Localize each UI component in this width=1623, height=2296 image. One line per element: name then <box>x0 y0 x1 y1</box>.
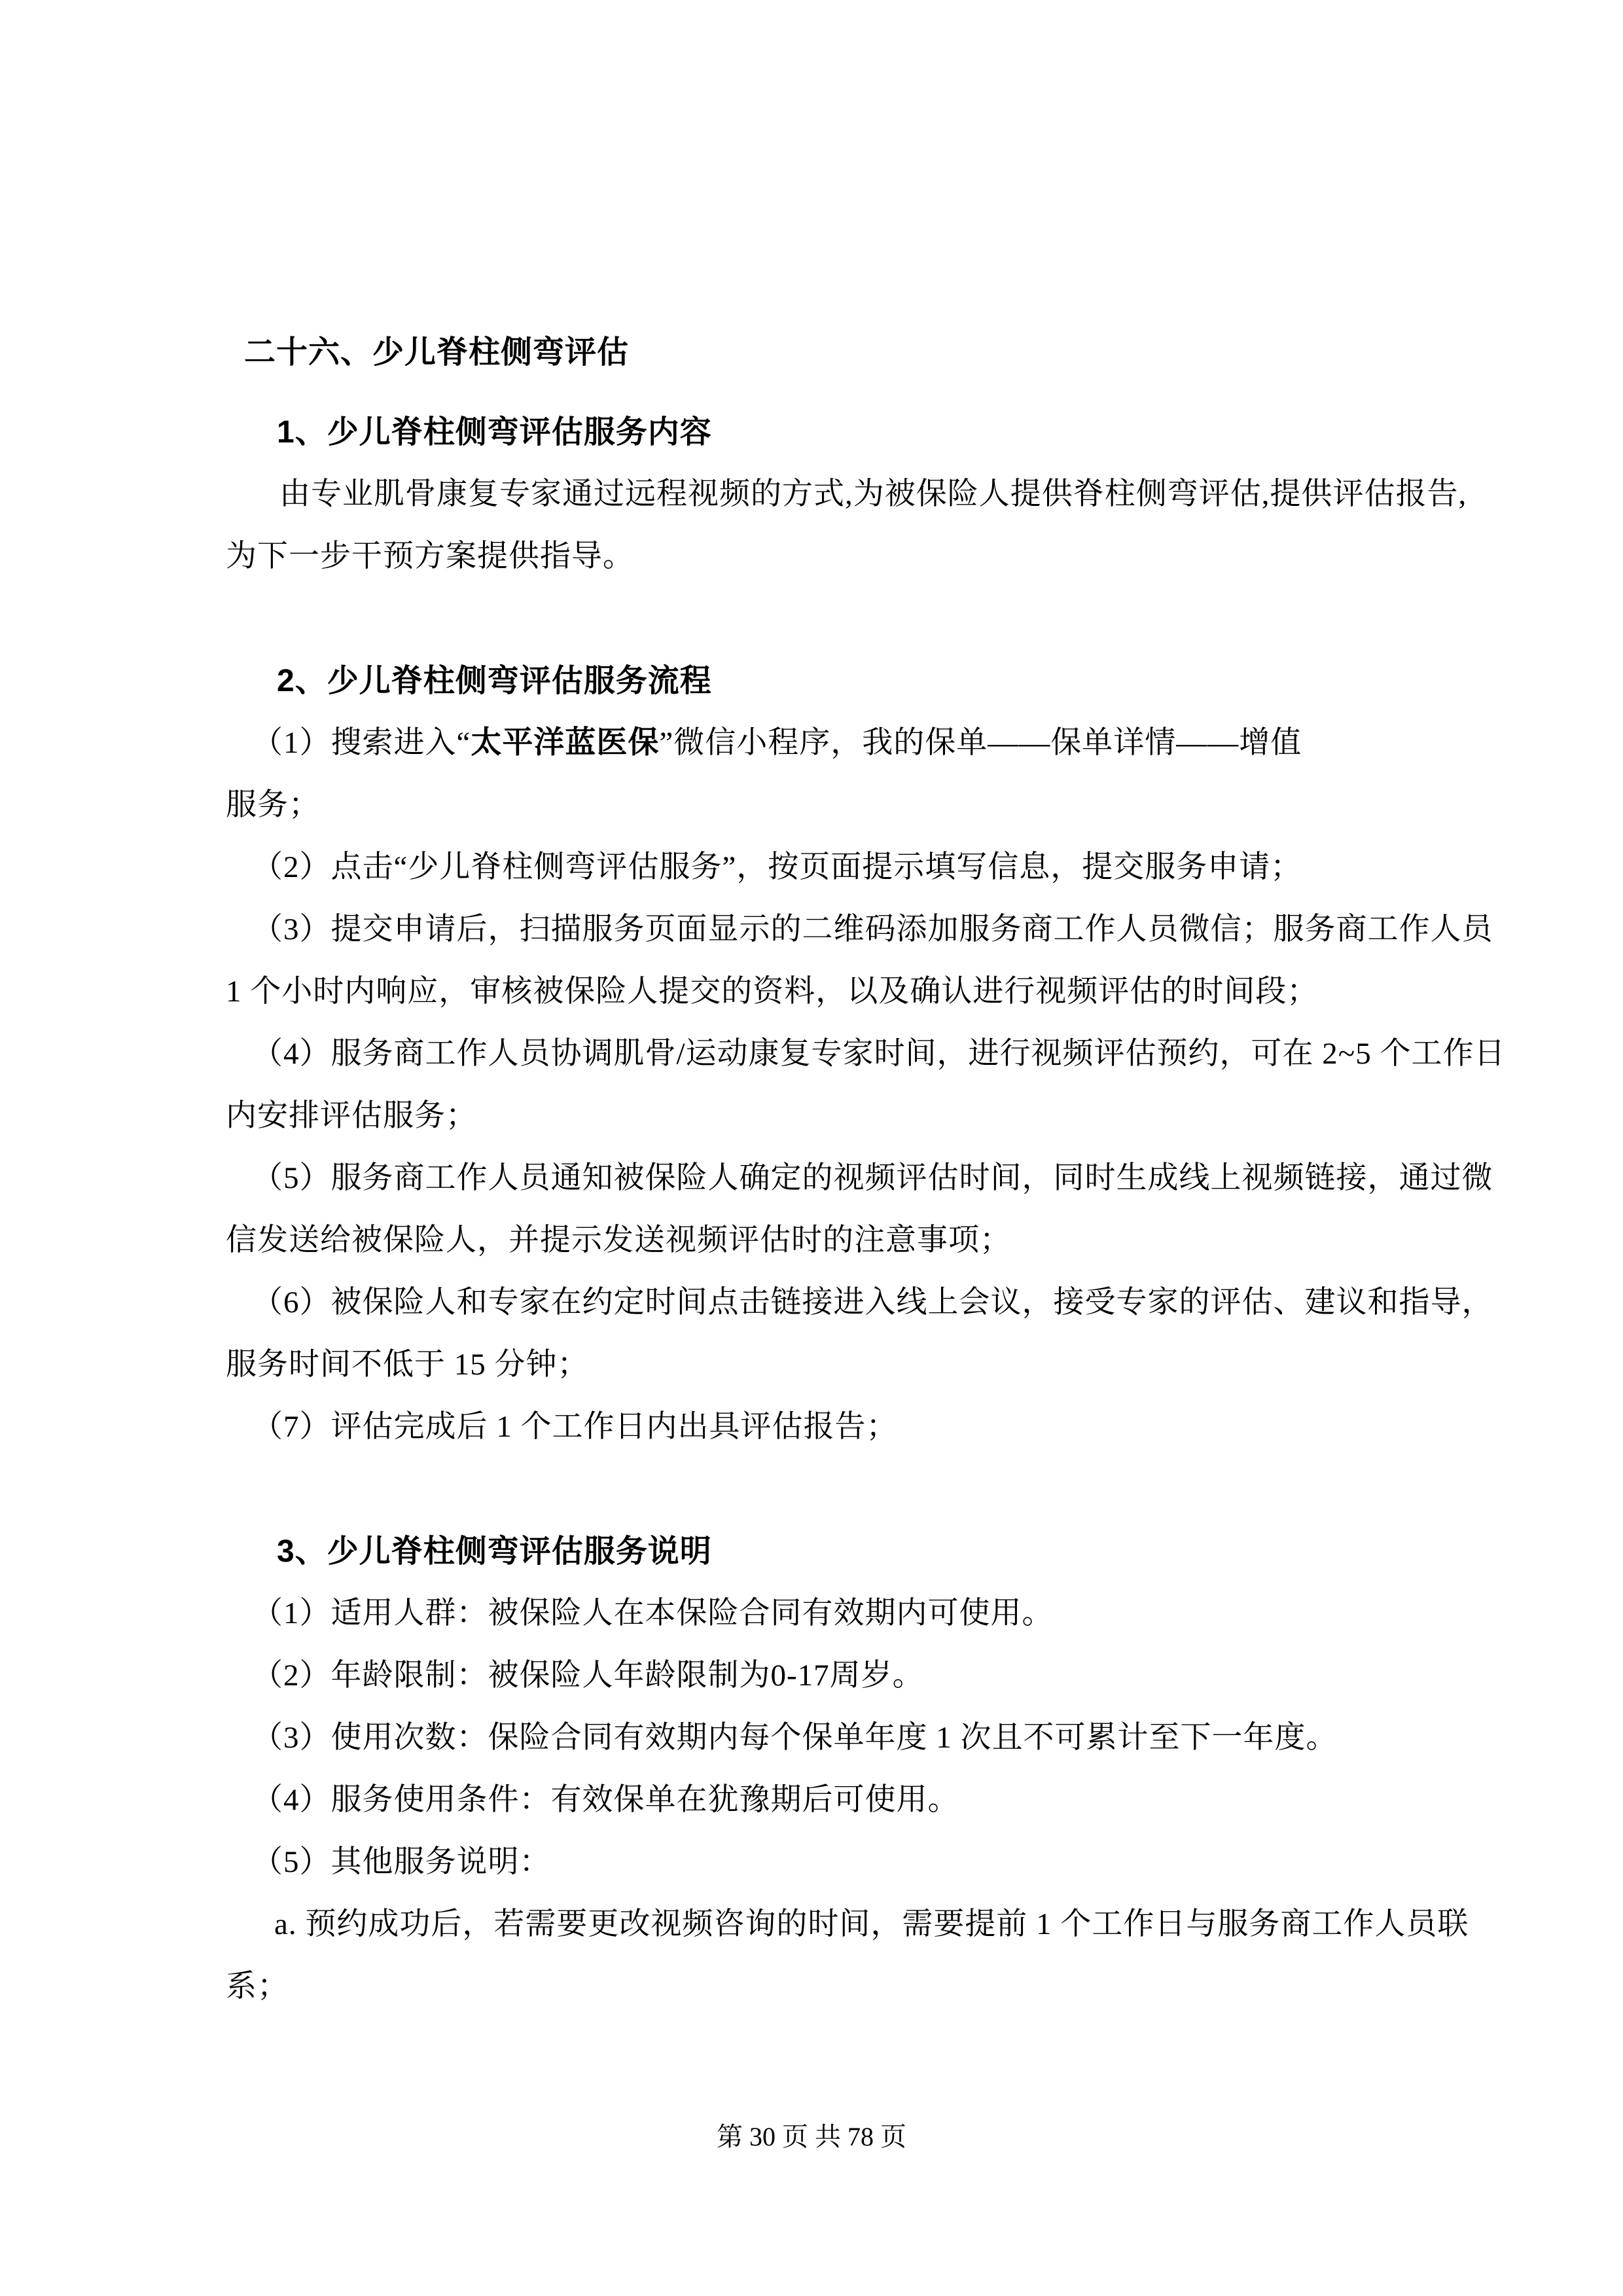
text-segment: 信发送给被保险人，并提示发送视频评估时的注意事项； <box>226 1223 1011 1257</box>
text-segment: （2）年龄限制：被保险人年龄限制为0-17周岁。 <box>252 1659 924 1693</box>
bold-text-segment: 二十六、少儿脊柱侧弯评估 <box>244 335 630 370</box>
text-segment: 为下一步干预方案提供指导。 <box>226 539 634 573</box>
text-line <box>226 961 1407 1023</box>
text-line <box>226 1396 1407 1458</box>
bold-text-segment: 太平洋蓝医保 <box>471 726 660 760</box>
text-segment: （2）点击“少儿脊柱侧弯评估服务”，按页面提示填写信息，提交服务申请； <box>252 850 1302 884</box>
text-line <box>226 1707 1407 1769</box>
text-segment: a. 预约成功后，若需要更改视频咨询的时间，需要提前 1 个工作日与服务商工作人员联 <box>274 1907 1469 1941</box>
text-line <box>226 1085 1407 1147</box>
text-line <box>226 899 1493 961</box>
text-segment: 内安排评估服务； <box>226 1099 477 1133</box>
text-segment: 系； <box>226 1969 289 2003</box>
text-line <box>226 1583 1407 1645</box>
text-line <box>226 1831 1407 1893</box>
text-segment: （3）使用次数：保险合同有效期内每个保单年度 1 次且不可累计至下一年度。 <box>252 1721 1338 1755</box>
text-segment: 1 个小时内响应，审核被保险人提交的资料，以及确认进行视频评估的时间段； <box>226 975 1319 1009</box>
text-segment: 服务； <box>226 788 320 822</box>
bold-text-segment: 2、少儿脊柱侧弯评估服务流程 <box>277 664 712 698</box>
text-line <box>226 1645 1407 1707</box>
text-segment: （1）搜索进入“ <box>252 726 471 760</box>
text-segment: （3）提交申请后，扫描服务页面显示的二维码添加服务商工作人员微信；服务商工作人员 <box>252 912 1493 946</box>
page-number-footer: 第 30 页 共 78 页 <box>717 2122 906 2151</box>
blank-line <box>226 1458 1407 1520</box>
text-line <box>226 836 1407 899</box>
blank-line <box>226 588 1407 650</box>
text-line <box>226 526 1407 588</box>
text-line <box>226 401 1407 463</box>
text-line <box>226 1520 1407 1583</box>
text-segment: ”微信小程序，我的保单——保单详情——增值 <box>659 726 1302 760</box>
text-line <box>226 1956 1407 2018</box>
document-body <box>226 321 1506 2018</box>
text-line <box>226 774 1407 836</box>
text-segment: （5）其他服务说明： <box>252 1845 551 1879</box>
text-segment: （7）评估完成后 1 个工作日内出具评估报告； <box>252 1410 898 1444</box>
text-line <box>226 1210 1407 1272</box>
text-line <box>226 463 1467 526</box>
text-segment: （6）被保险人和专家在约定时间点击链接进入线上会议，接受专家的评估、建议和指导， <box>252 1285 1493 1319</box>
text-line <box>226 650 1407 712</box>
text-line <box>226 1147 1493 1210</box>
text-segment: （4）服务商工作人员协调肌骨/运动康复专家时间，进行视频评估预约，可在 2~5 个工作日 <box>252 1037 1506 1071</box>
text-line <box>226 1769 1407 1831</box>
text-segment: 服务时间不低于 15 分钟； <box>226 1348 589 1382</box>
text-line <box>226 1023 1506 1085</box>
text-segment: （1）适用人群：被保险人在本保险合同有效期内可使用。 <box>252 1596 1054 1630</box>
text-line <box>226 1893 1469 1956</box>
text-line <box>226 1334 1407 1396</box>
text-line <box>226 712 1407 774</box>
text-line <box>226 1272 1493 1334</box>
bold-text-segment: 1、少儿脊柱侧弯评估服务内容 <box>277 415 712 450</box>
text-segment: （4）服务使用条件：有效保单在犹豫期后可使用。 <box>252 1783 959 1817</box>
text-segment: （5）服务商工作人员通知被保险人确定的视频评估时间，同时生成线上视频链接，通过微 <box>252 1161 1493 1195</box>
text-line <box>226 321 1407 384</box>
bold-text-segment: 3、少儿脊柱侧弯评估服务说明 <box>277 1534 712 1569</box>
text-segment: 由专业肌骨康复专家通过远程视频的方式,为被保险人提供脊柱侧弯评估,提供评估报告, <box>279 477 1467 511</box>
